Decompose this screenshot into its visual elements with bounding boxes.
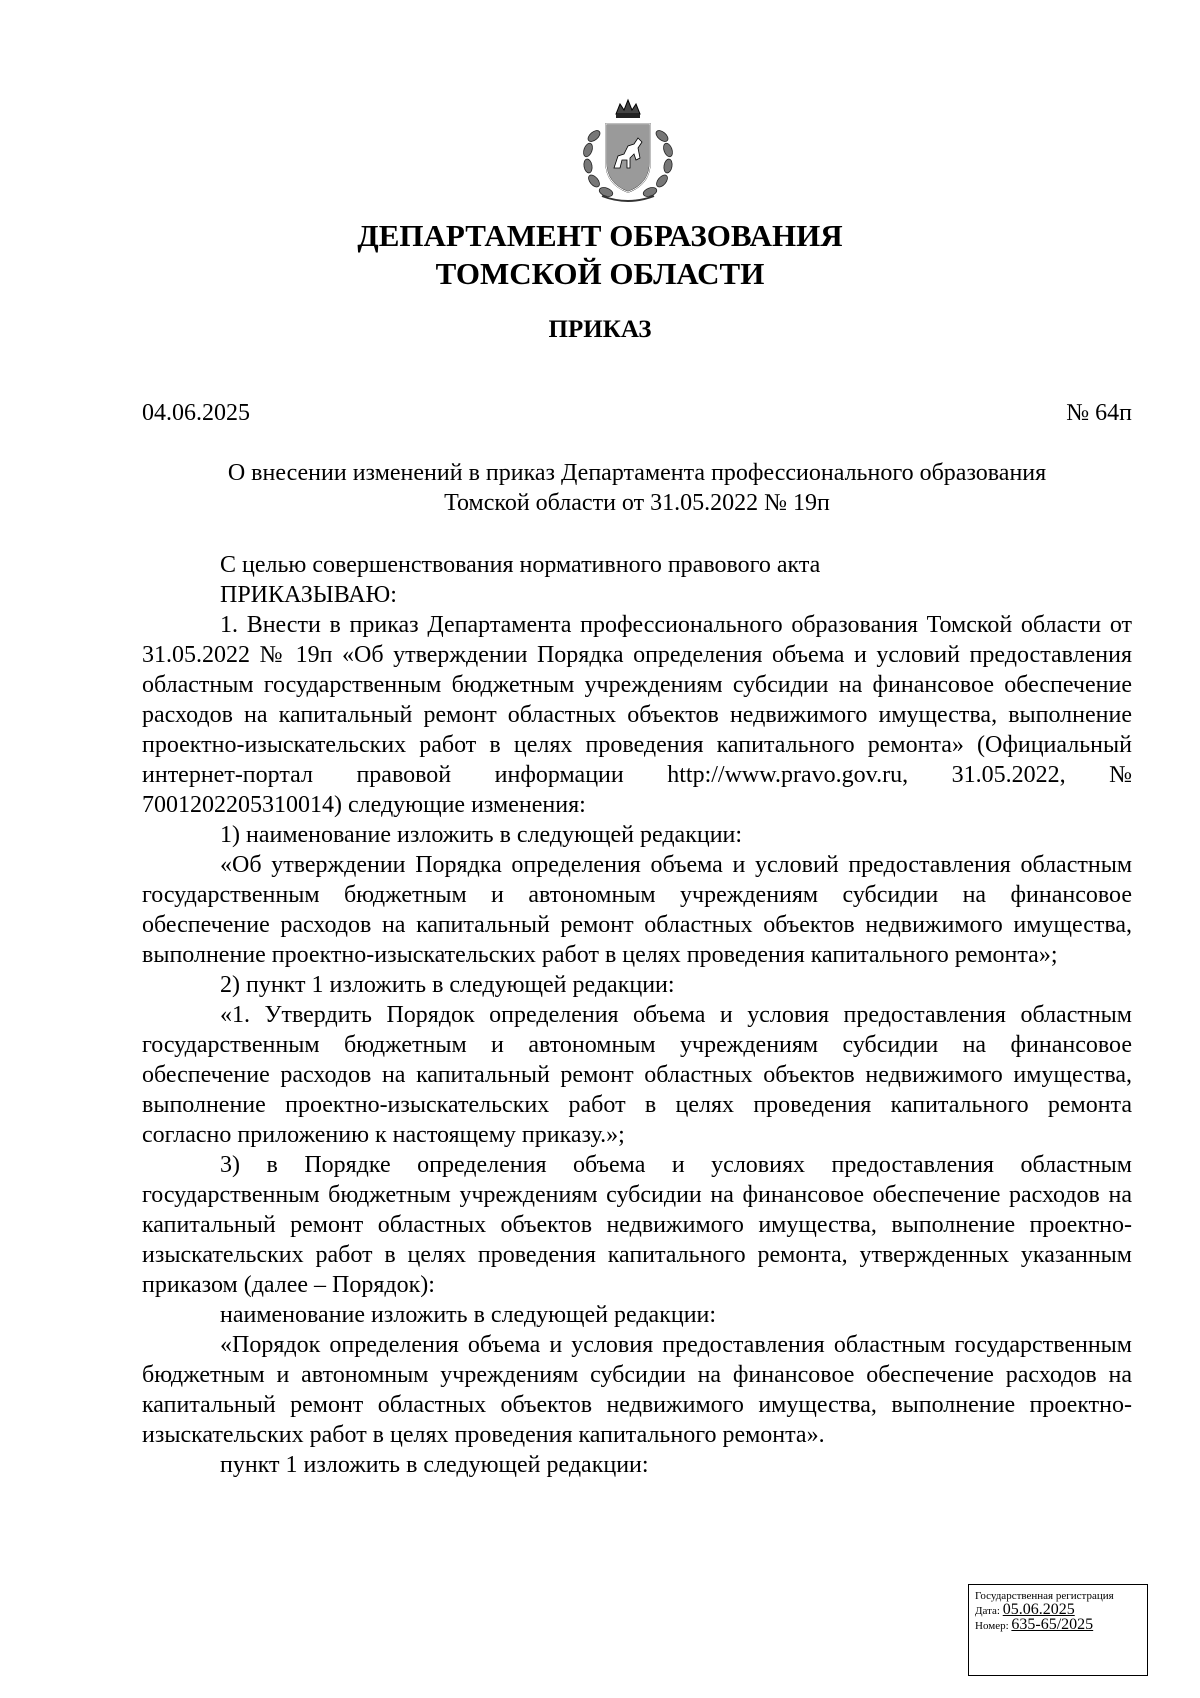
body-paragraph: «Об утверждении Порядка определения объема и условий предоставления областным государственным бюджетным и автономным учреждениям субсидии на финансовое обеспечение расходов на капитальный ремонт областных объектов недвижимого имущества, выполнение проектно-изыскательских работ в целях проведения капитального ремонта»; [142, 852, 1132, 968]
body-paragraph: 1. Внести в приказ Департамента профессионального образования Томской области от 31.05.2022 № 19п «Об утверждении Порядка определения объема и условий предоставления областным государственным бюджетным учреждениям субсидии на финансовое обеспечение расходов на капитальный ремонт областных объектов недвижимого имущества, выполнение проектно-изыскательских работ в целях проведения капитального ремонта» (Официальный интернет-портал правовой информации http://www.pravo.gov.ru, 31.05.2022, № 7001202205310014) следующие изменения: [142, 612, 1132, 818]
body-paragraph: 3) в Порядке определения объема и условиях предоставления областным государственным бюджетным учреждениям субсидии на финансовое обеспечение расходов на капитальный ремонт областных объектов недвижимого имущества, выполнение проектно-изыскательских работ в целях проведения капитального ремонта, утвержденных указанным приказом (далее – Порядок): [142, 1152, 1132, 1298]
coat-of-arms-emblem [572, 96, 684, 208]
document-type: ПРИКАЗ [548, 316, 652, 343]
body-paragraph: пункт 1 изложить в следующей редакции: [220, 1452, 649, 1478]
document-number: № 64п [1066, 400, 1132, 426]
department-title-line2: ТОМСКОЙ ОБЛАСТИ [435, 256, 765, 291]
body-paragraph: «Порядок определения объема и условия предоставления областным государственным бюджетным и автономным учреждениям субсидии на финансовое обеспечение расходов на капитальный ремонт областных объектов недвижимого имущества, выполнение проектно-изыскательских работ в целях проведения капитального ремонта». [142, 1332, 1132, 1448]
registration-date-label: Дата: [975, 1605, 1000, 1617]
registration-stamp [968, 1584, 1148, 1676]
registration-number-value: 635-65/2025 [1011, 1616, 1094, 1633]
body-paragraph: 1) наименование изложить в следующей редакции: [220, 822, 743, 848]
body-paragraph: 2) пункт 1 изложить в следующей редакции: [220, 972, 675, 998]
registration-number-label: Номер: [975, 1620, 1009, 1632]
body-paragraph: С целью совершенствования нормативного правового акта [220, 552, 821, 578]
document-body [142, 550, 1132, 1480]
body-paragraph: «1. Утвердить Порядок определения объема и условия предоставления областным государственным бюджетным и автономным учреждениям субсидии на финансовое обеспечение расходов на капитальный ремонт областных объектов недвижимого имущества, выполнение проектно-изыскательских работ в целях проведения капитального ремонта согласно приложению к настоящему приказу.»; [142, 1002, 1132, 1148]
document-date: 04.06.2025 [142, 400, 250, 426]
document-subject [142, 458, 1132, 518]
department-title-line1: ДЕПАРТАМЕНТ ОБРАЗОВАНИЯ [357, 218, 843, 253]
subject-line1: О внесении изменений в приказ Департамента профессионального образования [227, 460, 1047, 486]
body-paragraph: ПРИКАЗЫВАЮ: [220, 582, 397, 608]
body-paragraph: наименование изложить в следующей редакции: [220, 1302, 717, 1328]
registration-number-row [975, 1618, 1141, 1633]
registration-title: Государственная регистрация [975, 1590, 1114, 1602]
subject-line2: Томской области от 31.05.2022 № 19п [444, 490, 830, 516]
registration-date-value: 05.06.2025 [1002, 1601, 1075, 1618]
